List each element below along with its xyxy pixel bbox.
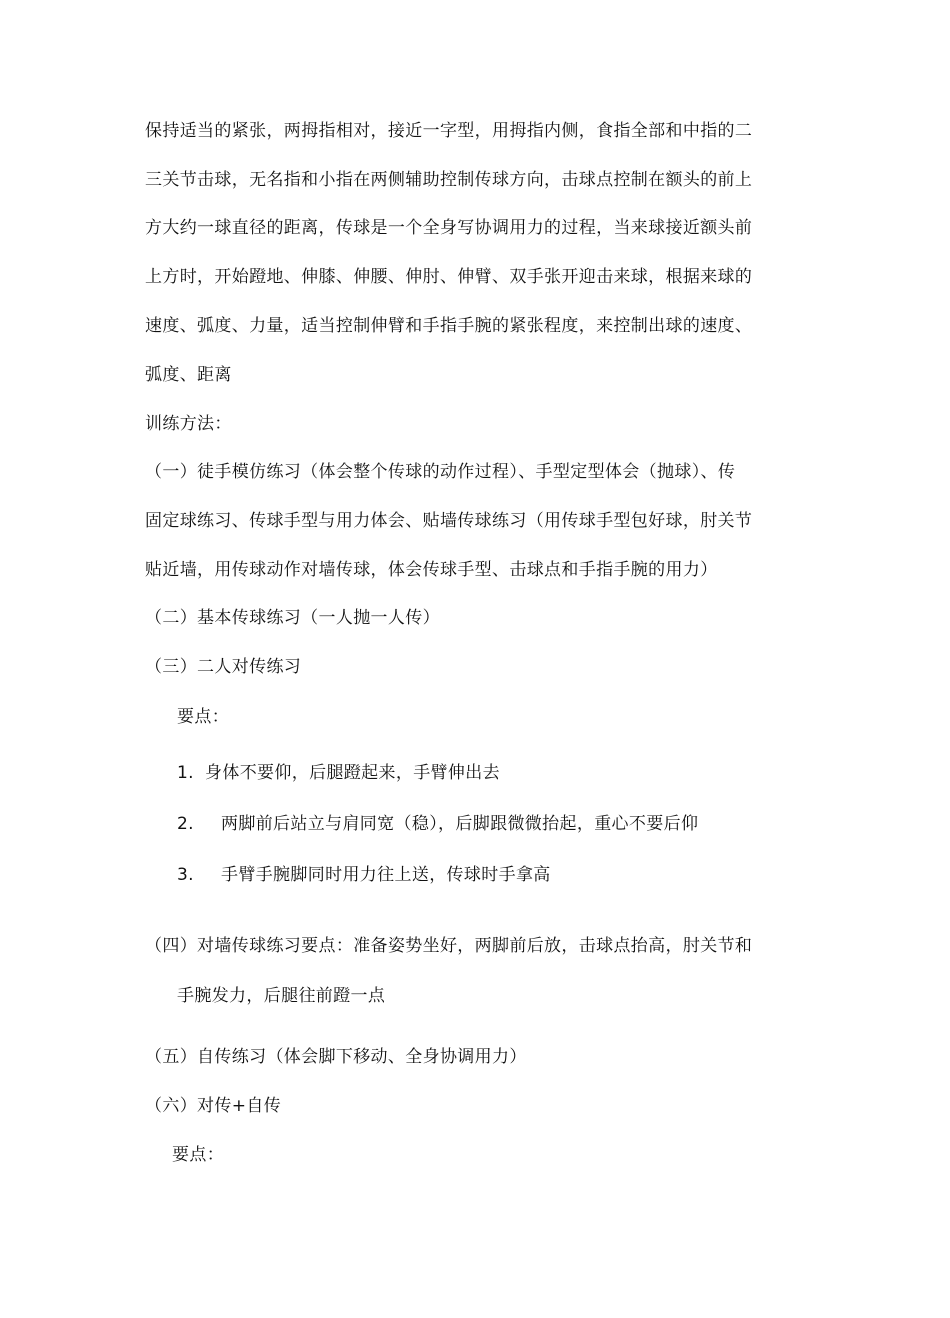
method-1-line-2: 固定球练习、传球手型与用力体会、贴墙传球练习（用传球手型包好球，肘关节 xyxy=(145,511,753,531)
key-point-2 xyxy=(177,813,698,835)
key-point-1 xyxy=(177,762,500,784)
paragraph-line-3: 方大约一球直径的距离，传球是一个全身写协调用力的过程，当来球接近额头前 xyxy=(145,218,753,238)
method-1-line-3: 贴近墙，用传球动作对墙传球，体会传球手型、击球点和手指手腕的用力） xyxy=(145,560,718,580)
paragraph-line-4: 上方时，开始蹬地、伸膝、伸腰、伸肘、伸臂、双手张开迎击来球，根据来球的 xyxy=(145,267,753,287)
method-5: （五）自传练习（体会脚下移动、全身协调用力） xyxy=(145,1047,527,1067)
method-1-line-1: （一）徒手模仿练习（体会整个传球的动作过程）、手型定型体会（抛球）、传 xyxy=(145,462,736,482)
method-4-line-1: （四）对墙传球练习要点：准备姿势坐好，两脚前后放，击球点抬高，肘关节和 xyxy=(145,936,753,956)
paragraph-line-6: 弧度、距离 xyxy=(145,365,232,385)
key-point-number: 2. xyxy=(177,814,194,834)
key-point-text: 两脚前后站立与肩同宽（稳），后脚跟微微抬起，重心不要后仰 xyxy=(221,814,699,834)
key-point-number: 3. xyxy=(177,865,194,885)
key-point-number: 1. xyxy=(177,763,194,783)
key-points-label: 要点： xyxy=(177,707,230,727)
key-point-3 xyxy=(177,864,551,886)
method-2: （二）基本传球练习（一人抛一人传） xyxy=(145,608,440,628)
method-3: （三）二人对传练习 xyxy=(145,657,302,677)
paragraph-line-1: 保持适当的紧张，两拇指相对，接近一字型，用拇指内侧，食指全部和中指的二 xyxy=(145,121,753,141)
key-points-label-2: 要点： xyxy=(172,1145,225,1165)
key-point-text: 手臂手腕脚同时用力往上送，传球时手拿高 xyxy=(221,865,551,885)
training-methods-heading: 训练方法： xyxy=(145,414,232,434)
key-point-text: 身体不要仰，后腿蹬起来，手臂伸出去 xyxy=(205,763,500,783)
method-4-line-2: 手腕发力，后腿往前蹬一点 xyxy=(177,986,386,1006)
method-6: （六）对传+自传 xyxy=(145,1096,282,1116)
paragraph-line-5: 速度、弧度、力量，适当控制伸臂和手指手腕的紧张程度，来控制出球的速度、 xyxy=(145,316,753,336)
paragraph-line-2: 三关节击球，无名指和小指在两侧辅助控制传球方向，击球点控制在额头的前上 xyxy=(145,170,753,190)
